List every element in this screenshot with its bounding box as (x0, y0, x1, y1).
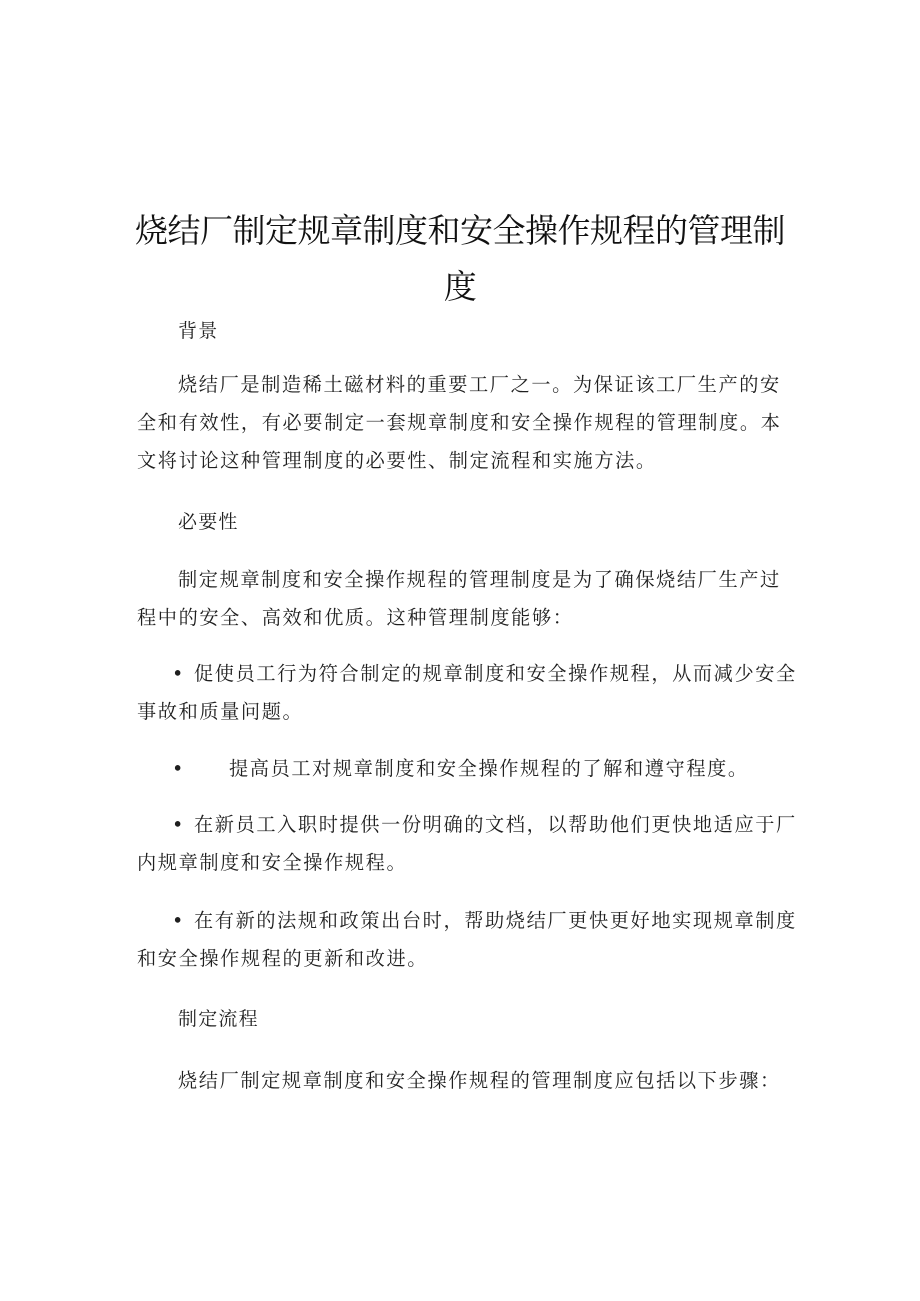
bullet-icon: • (172, 662, 185, 685)
paragraph-text: 制定规章制度和安全操作规程的管理制度是为了确保烧结厂生产过程中的安全、高效和优质。这种管理制度能够： (137, 568, 781, 629)
list-item-text: 在有新的法规和政策出台时，帮助烧结厂更快更好地实现规章制度和安全操作规程的更新和改进。 (137, 909, 797, 970)
bullet-icon: • (172, 757, 185, 780)
bullet-icon: • (172, 909, 185, 932)
section-heading-necessity: 必要性 (178, 511, 239, 533)
paragraph-text: 烧结厂是制造稀土磁材料的重要工厂之一。为保证该工厂生产的安全和有效性，有必要制定一套规章制度和安全操作规程的管理制度。本文将讨论这种管理制度的必要性、制定流程和实施方法。 (137, 373, 782, 472)
list-item-text: 在新员工入职时提供一份明确的文档，以帮助他们更快地适应于厂内规章制度和安全操作规程。 (137, 813, 797, 874)
list-item (137, 655, 797, 731)
list-item (137, 806, 797, 882)
paragraph-background (137, 366, 797, 480)
list-item-text: 提高员工对规章制度和安全操作规程的了解和遵守程度。 (229, 757, 749, 780)
section-heading-background: 背景 (178, 320, 219, 342)
paragraph-necessity (137, 561, 797, 637)
paragraph-process (137, 1062, 797, 1100)
bullet-icon: • (172, 813, 185, 836)
list-item (137, 750, 797, 788)
paragraph-text: 烧结厂制定规章制度和安全操作规程的管理制度应包括以下步骤： (178, 1069, 781, 1092)
section-heading-process: 制定流程 (178, 1008, 259, 1030)
document-title: 烧结厂制定规章制度和安全操作规程的管理制度 (135, 211, 785, 306)
list-item (137, 902, 797, 978)
list-item-text: 促使员工行为符合制定的规章制度和安全操作规程，从而减少安全事故和质量问题。 (137, 662, 797, 723)
